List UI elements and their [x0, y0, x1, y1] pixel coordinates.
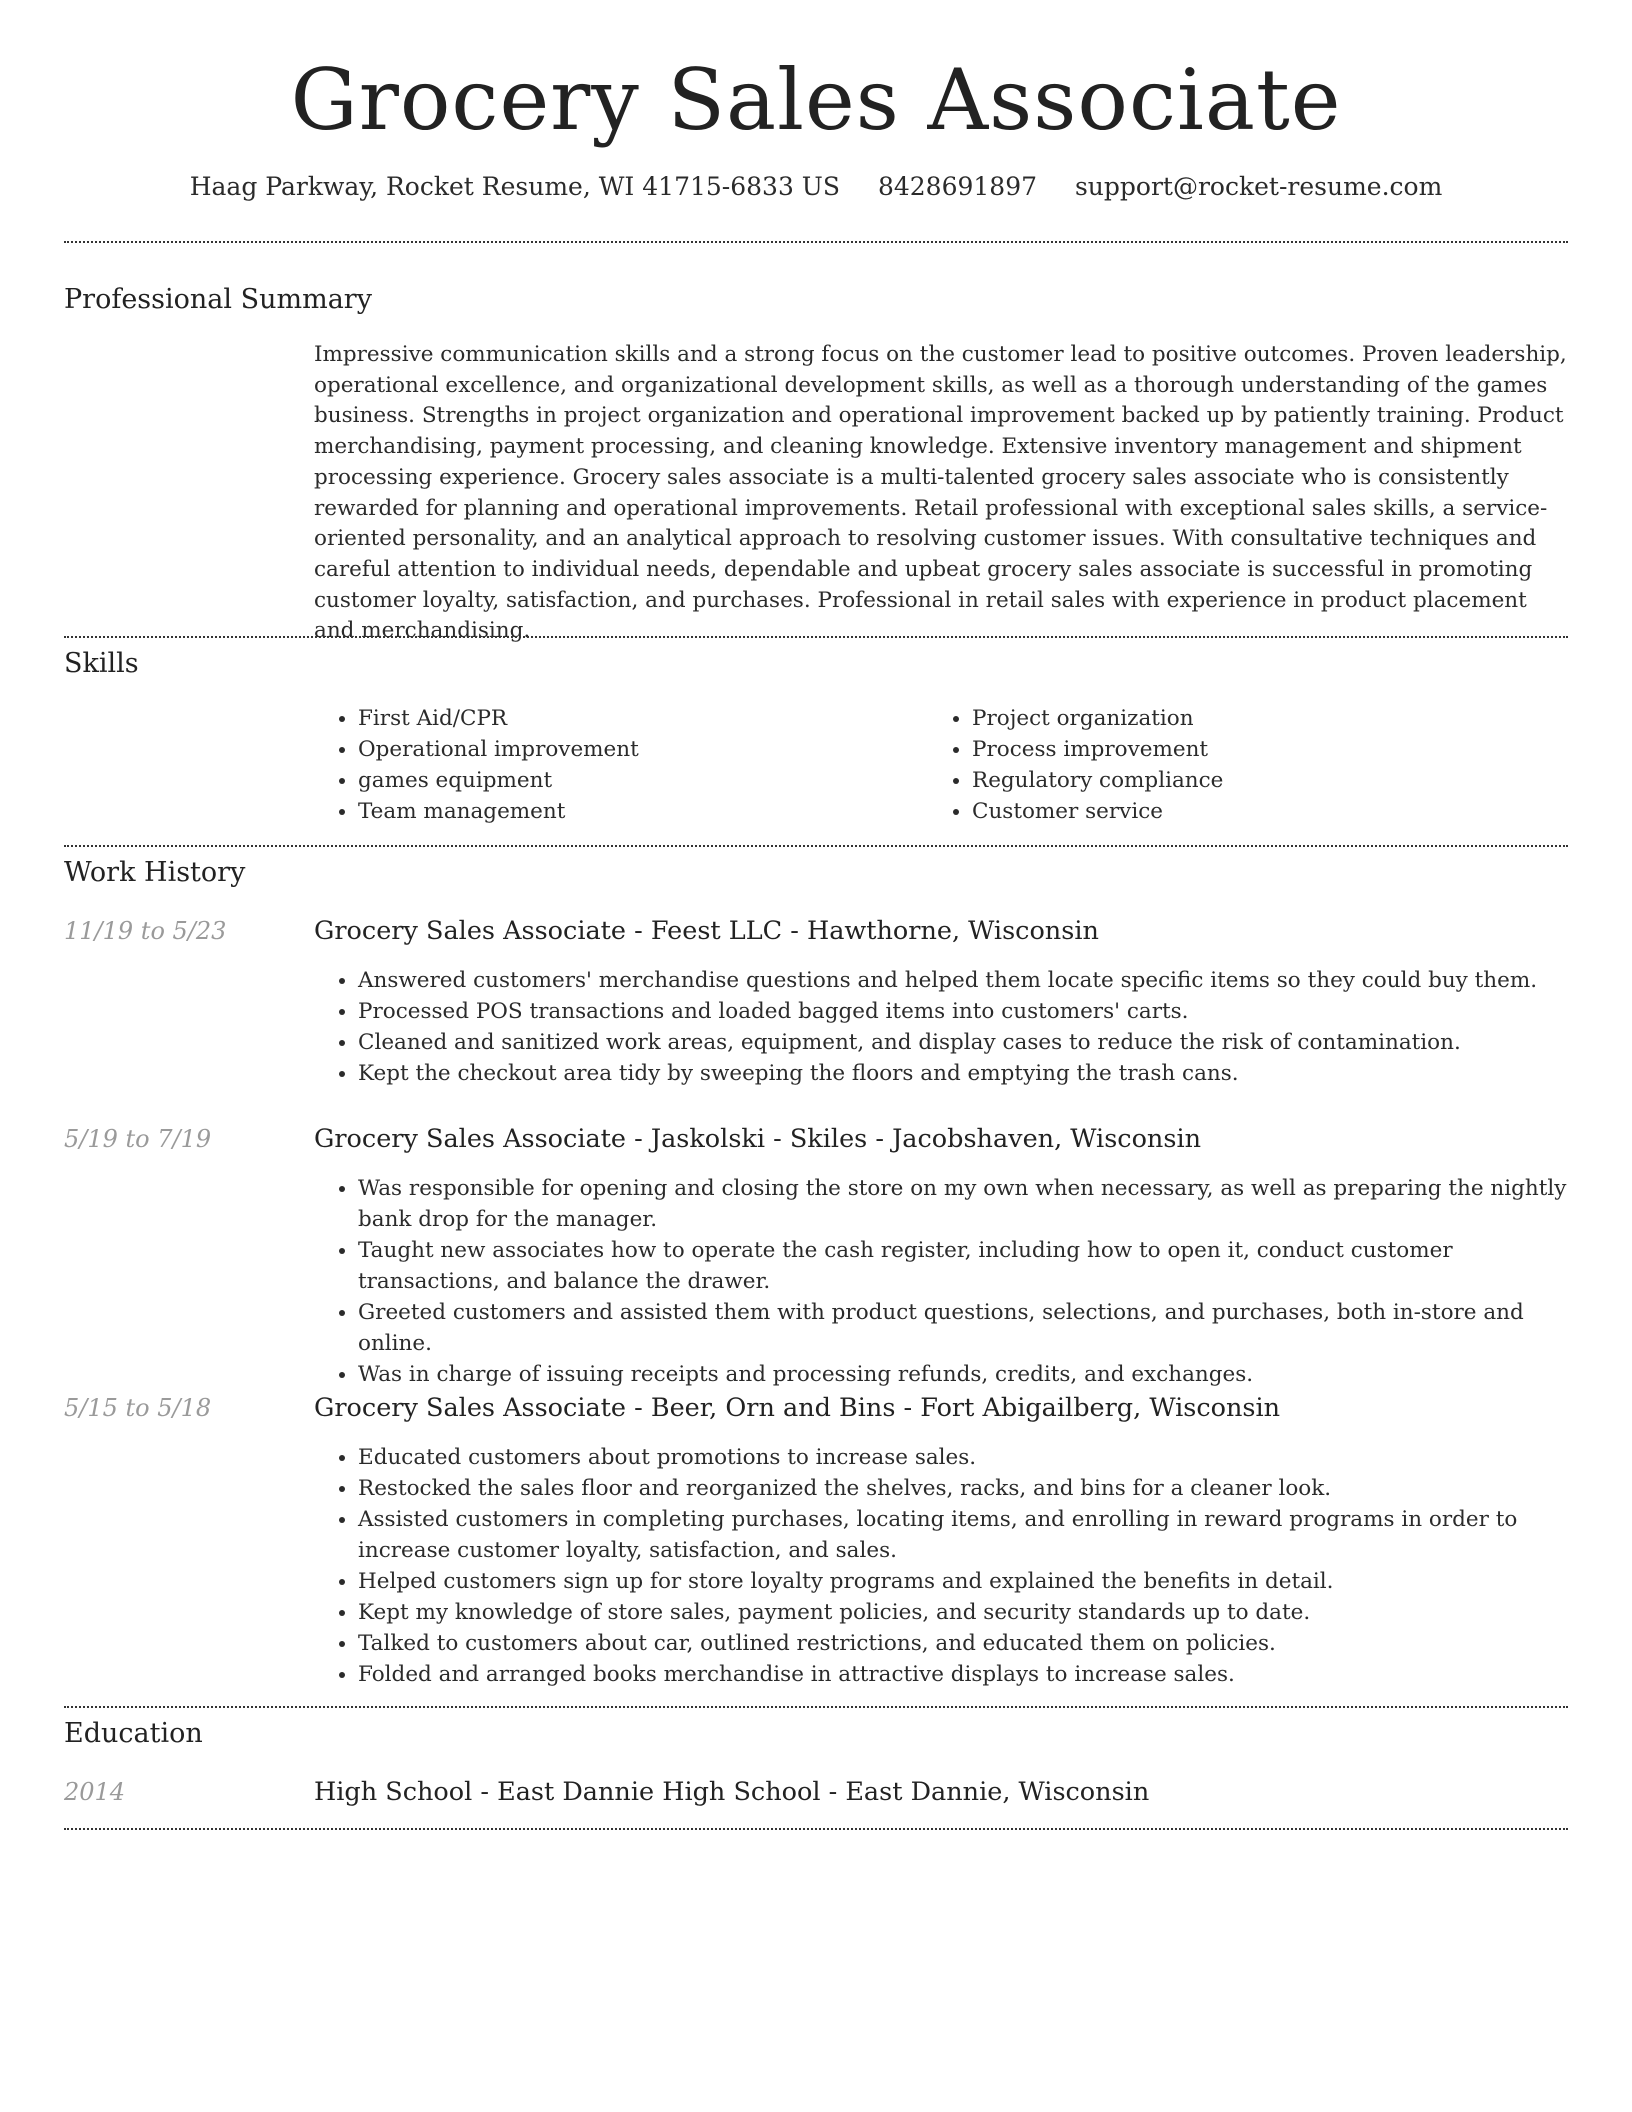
section-title-education: Education: [64, 1718, 203, 1749]
contact-line: [0, 170, 1632, 204]
skill-item: • First Aid/CPR: [358, 703, 874, 734]
job-bullet: • Educated customers about promotions to increase sales.: [358, 1442, 1568, 1473]
skill-item: • Regulatory compliance: [972, 765, 1488, 796]
job-bullet: • Talked to customers about car, outlined restrictions, and educated them on policies.: [358, 1628, 1568, 1659]
skill-item: • Process improvement: [972, 734, 1488, 765]
skill-item: • Customer service: [972, 796, 1488, 827]
divider: [64, 845, 1568, 847]
job-bullet: • Answered customers' merchandise questions and helped them locate specific items so they could buy them.: [358, 965, 1568, 996]
education-heading: High School - East Dannie High School - East Dannie, Wisconsin: [314, 1777, 1150, 1807]
job-bullet: • Greeted customers and assisted them with product questions, selections, and purchases, both in-store and online.: [358, 1297, 1568, 1359]
skills-list-right: [928, 703, 1488, 827]
job-bullet: • Assisted customers in completing purchases, locating items, and enrolling in reward programs in order to increase customer loyalty, satisfaction, and sales.: [358, 1504, 1568, 1566]
job-bullet: • Kept my knowledge of store sales, payment policies, and security standards up to date.: [358, 1597, 1568, 1628]
job-bullets: [314, 1442, 1568, 1690]
job-bullet: • Helped customers sign up for store loyalty programs and explained the benefits in detail.: [358, 1566, 1568, 1597]
job-bullets: [314, 965, 1568, 1089]
job-bullet: • Folded and arranged books merchandise in attractive displays to increase sales.: [358, 1659, 1568, 1690]
job-bullet: • Processed POS transactions and loaded bagged items into customers' carts.: [358, 996, 1568, 1027]
section-title-skills: Skills: [64, 648, 139, 679]
section-title-work-history: Work History: [64, 857, 246, 888]
contact-phone: 8428691897: [877, 172, 1038, 201]
job-bullet: • Was responsible for opening and closing the store on my own when necessary, as well as preparing the nightly bank drop for the manager.: [358, 1173, 1568, 1235]
candidate-name: Grocery Sales Associate: [290, 51, 1342, 149]
job-bullet: • Cleaned and sanitized work areas, equipment, and display cases to reduce the risk of contamination.: [358, 1027, 1568, 1058]
job-bullet: • Restocked the sales floor and reorganized the shelves, racks, and bins for a cleaner look.: [358, 1473, 1568, 1504]
job-dates: 5/19 to 7/19: [64, 1125, 212, 1153]
job-dates: 5/15 to 5/18: [64, 1394, 212, 1422]
section-title-summary: Professional Summary: [64, 284, 372, 315]
job-bullet: • Kept the checkout area tidy by sweeping the floors and emptying the trash cans.: [358, 1058, 1568, 1089]
job-bullet: • Was in charge of issuing receipts and processing refunds, credits, and exchanges.: [358, 1359, 1568, 1390]
education-year: 2014: [64, 1778, 126, 1806]
contact-email: support@rocket-resume.com: [1074, 172, 1443, 201]
skill-item: • games equipment: [358, 765, 874, 796]
divider: [64, 636, 1568, 638]
job-heading: Grocery Sales Associate - Beer, Orn and Bins - Fort Abigailberg, Wisconsin: [314, 1393, 1281, 1423]
job-heading: Grocery Sales Associate - Feest LLC - Hawthorne, Wisconsin: [314, 916, 1099, 946]
divider: [64, 241, 1568, 243]
summary-text: Impressive communication skills and a strong focus on the customer lead to positive outcomes. Proven leadership, operational excellence, and organizational development skills, as well as a thorough understanding of the games business. Strengths in project organization and operational improvement backed up by patiently training. Product merchandising, payment processing, and cleaning knowledge. Extensive inventory management and shipment processing experience. Grocery sales associate is a multi-talented grocery sales associate who is consistently rewarded for planning and operational improvements. Retail professional with exceptional sales skills, a service-oriented personality, and an analytical approach to resolving customer issues. With consultative techniques and careful attention to individual needs, dependable and upbeat grocery sales associate is successful in promoting customer loyalty, satisfaction, and purchases. Professional in retail sales with experience in product placement and merchandising.: [314, 342, 1567, 644]
skills-list-left: [314, 703, 874, 827]
skill-item: • Operational improvement: [358, 734, 874, 765]
divider: [64, 1706, 1568, 1708]
contact-address: Haag Parkway, Rocket Resume, WI 41715-6833 US: [189, 172, 840, 201]
divider: [64, 1828, 1568, 1830]
skill-item: • Project organization: [972, 703, 1488, 734]
skill-item: • Team management: [358, 796, 874, 827]
job-bullets: [314, 1173, 1568, 1390]
job-heading: Grocery Sales Associate - Jaskolski - Skiles - Jacobshaven, Wisconsin: [314, 1124, 1202, 1154]
job-dates: 11/19 to 5/23: [64, 917, 227, 945]
job-bullet: • Taught new associates how to operate the cash register, including how to open it, conduct customer transactions, and balance the drawer.: [358, 1235, 1568, 1297]
